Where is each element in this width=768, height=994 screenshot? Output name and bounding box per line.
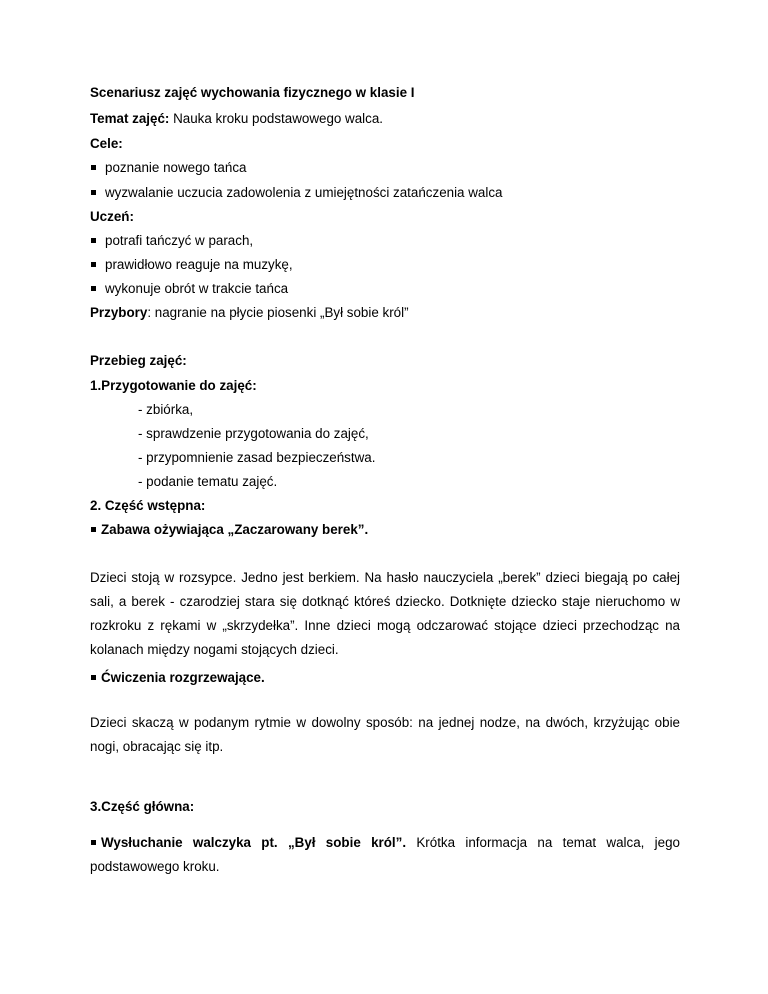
equipment-line <box>90 305 409 321</box>
equipment-label: Przybory <box>90 305 148 320</box>
bullet-icon <box>91 262 96 267</box>
goals-heading: Cele: <box>90 136 123 151</box>
list-item: - przypomnienie zasad bezpieczeństwa. <box>138 450 376 465</box>
list-item: wyzwalanie uczucia zadowolenia z umiejętności zatańczenia walca <box>90 185 502 201</box>
list-item: - zbiórka, <box>138 402 194 417</box>
list-item: - podanie tematu zajęć. <box>138 474 278 489</box>
student-heading: Uczeń: <box>90 209 134 224</box>
bullet-icon <box>91 286 96 291</box>
bullet-icon <box>91 840 96 845</box>
section3-heading: 3.Część główna: <box>90 799 195 814</box>
bullet-icon <box>91 165 96 170</box>
bullet-icon <box>91 190 96 195</box>
topic-label: Temat zajęć: <box>90 111 170 126</box>
section2-heading: 2. Część wstępna: <box>90 498 206 513</box>
section1-heading: 1.Przygotowanie do zajęć: <box>90 378 257 393</box>
game-title: Zabawa ożywiająca „Zaczarowany berek”. <box>90 522 368 538</box>
bullet-icon <box>91 238 96 243</box>
listen-title: Wysłuchanie walczyka pt. „Był sobie król”. <box>101 835 407 850</box>
list-item: wykonuje obrót w trakcie tańca <box>90 281 288 297</box>
list-item: - sprawdzenie przygotowania do zajęć, <box>138 426 369 441</box>
document-title: Scenariusz zajęć wychowania fizycznego w klasie I <box>90 85 415 100</box>
warmup-title: Ćwiczenia rozgrzewające. <box>90 670 265 686</box>
game-description: Dzieci stoją w rozsypce. Jedno jest berkiem. Na hasło nauczyciela „berek” dzieci biegają po całej sali, a berek - czarodziej stara się dotknąć któreś dziecko. Dotknięte dziecko staje nieruchomo w rozkroku z rękami w „skrzydełka”. Inne dzieci mogą odczarować stojące dzieci przechodząc na kolanach między nogami stojących dzieci. <box>90 570 680 657</box>
list-item: potrafi tańczyć w parach, <box>90 233 253 249</box>
bullet-icon <box>91 527 96 532</box>
list-item: prawidłowo reaguje na muzykę, <box>90 257 293 273</box>
topic-line <box>90 111 383 127</box>
listen-paragraph <box>90 831 680 879</box>
listen-text: Krótka informacja na temat walca, jego podstawowego kroku. <box>90 835 680 874</box>
bullet-icon <box>91 675 96 680</box>
topic-value: Nauka kroku podstawowego walca. <box>169 111 384 126</box>
warmup-description: Dzieci skaczą w podanym rytmie w dowolny sposób: na jednej nodze, na dwóch, krzyżując obie nogi, obracając się itp. <box>90 715 680 754</box>
course-heading: Przebieg zajęć: <box>90 353 187 368</box>
equipment-value: : nagranie na płycie piosenki „Był sobie król” <box>147 305 409 320</box>
list-item: poznanie nowego tańca <box>90 160 246 176</box>
